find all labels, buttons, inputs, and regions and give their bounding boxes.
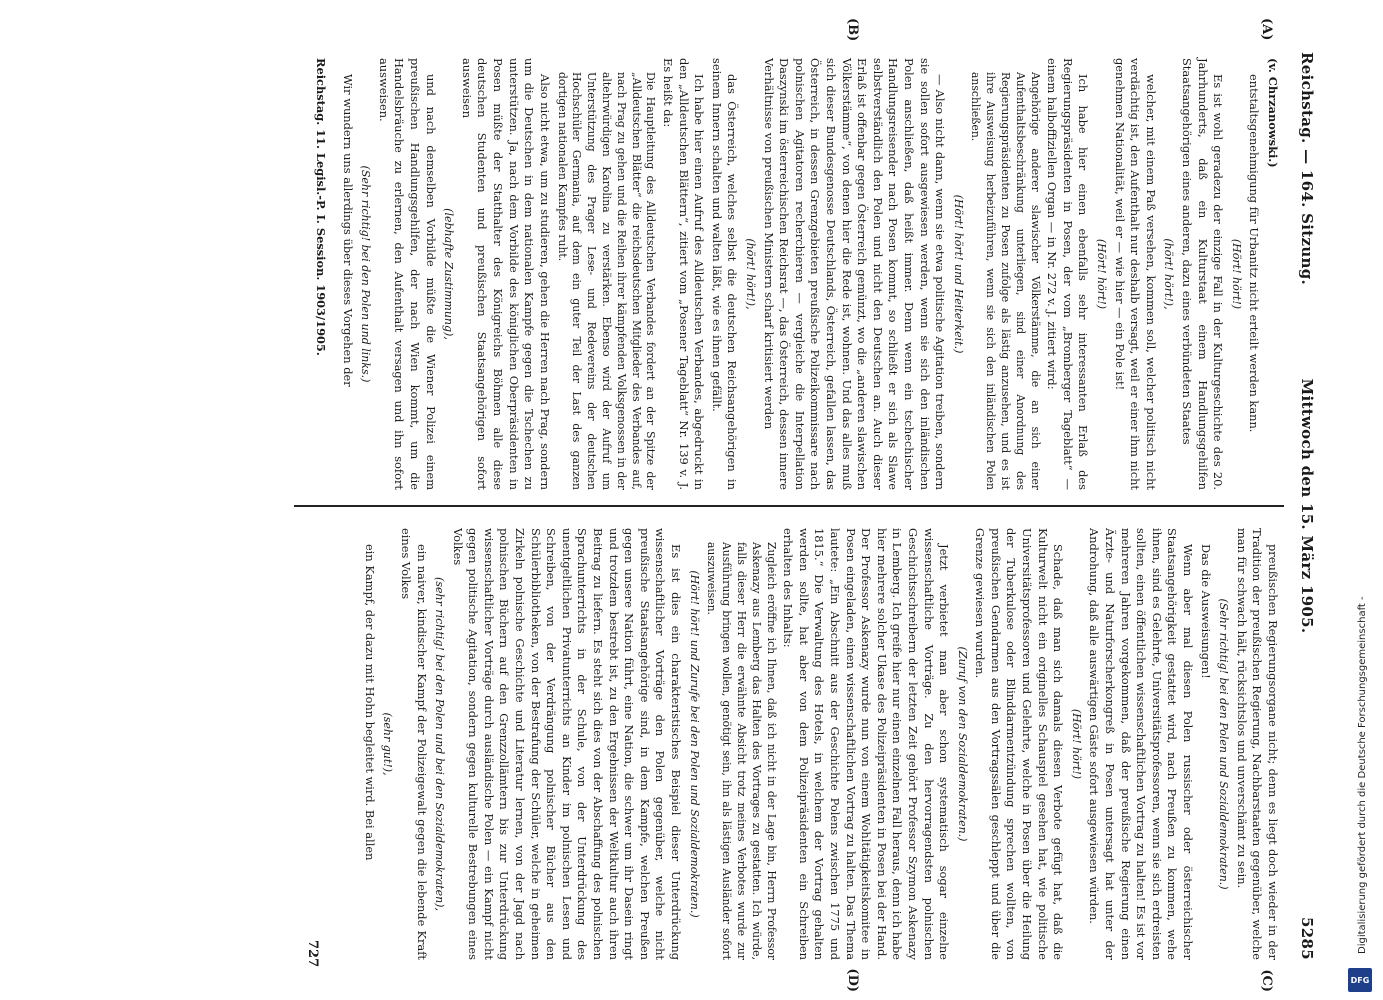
interjection: (Hört! hört!) (1069, 708, 1083, 780)
page-header (1292, 52, 1316, 960)
quoted-passage: Zugleich eröffne ich Ihnen, daß ich nicht in der Lage bin, Herrn Professor Askenazy aus Lemberg das Halten des Vortrages zu gestatten. Ich würde, falls dieser Herr die erwähnte Absicht trotz meines Verbotes wurde zur Ausführung bringen wollen, genötigt sein, ihn als lästigen Ausländer sofort auszuweisen. (705, 542, 778, 960)
interjection: (Hört! hört!) (1095, 238, 1109, 310)
paragraph: Das die Ausweisungen! (1198, 544, 1213, 679)
paragraph: Schade, daß man sich damals diesen Verbote gefügt hat, daß die Kulturwelt nicht ein originelles Schauspiel gesehen hat, wie politische Universitätsprofessoren und Gelehrte, welche in Posen über die Heilung der Tuberkulose oder Blinddarmentzündung sprechen wollten, von preußischen Gendarmen aus den Vortragssälen geschleppt und über die Grenze gewiesen wurden. (973, 528, 1066, 960)
paragraph: Wir wundern uns allerdings über dieses Vorgehen der (340, 74, 355, 387)
column-divider (294, 505, 1284, 507)
left-column (337, 58, 1280, 490)
speaker-label: (v. Chrzanowski.) (1266, 58, 1280, 168)
header-page-number: 5285 (1298, 917, 1316, 960)
interjection: (lebhafte Zustimmung), (442, 208, 456, 340)
dfg-logo-icon: DFG (1348, 968, 1372, 992)
interjection: (Zuruf von den Sozialdemokraten.) (955, 646, 969, 842)
paragraph: welcher, mit einem Paß versehen, kommen soll, welcher politisch nicht verdächtig ist, den Aufenthalt nur deshalb versagt, weil er einer ihm nicht genehmen Nationalität, weil er — wie hier — ein Pole ist! (1112, 58, 1158, 490)
interjection: (sehr richtig! bei den Polen und bei den Sozialdemokraten), (433, 577, 447, 911)
interjection: (Hört! hört! und Zurufe bei den Polen und Sozialdemokraten.) (687, 570, 701, 918)
paragraph: Es ist dies ein charakteristisches Beispiel dieser Unterdrückung wissenschaftlicher Vorträge den Polen gegenüber, welche nicht preußische Staatsangehörige sind, in dem Kampfe, welchen Preußen gegen unsere Nation führt, eine Nation, die schwer um ihr Dasein ringt und trotzdem bestrebt ist, zu den Ergebnissen der Weltkultur auch ihren Beitrag zu liefern. Es steht sich dies von der Abschaffung des polnischen Sprachunterrichts in der Schule, von der Unterdrückung des unentgeltlichen Privatunterrichts an Kinder im polnischen Lesen und Schreiben, von der Verdrängung polnischer Bücher aus den Schülerbibliotheken, von der Bestrafung der Schüler, welche in geheimen Zirkeln polnische Geschichte und Literatur lernen, von der Jagd nach polnischen Büchern auf den Grenzzollämtern bis zur Unterdrückung wissenschaftlicher Vorträge durch ausländische Polen — ein Kampf nicht gegen politische Agitation, sondern gegen kulturelle Bestrebungen eines Volkes (450, 528, 684, 960)
margin-marker-b: (B) (845, 18, 860, 42)
header-center: Mittwoch den 15. März 1905. (1298, 378, 1316, 634)
paragraph: ein naiver, kindischer Kampf der Polizeigewalt gegen die lebende Kraft eines Volkes (398, 528, 429, 960)
interjection: (Hört! hört! und Heiterkeit.) (951, 194, 965, 354)
interjection: (hört! hört!), (743, 238, 757, 310)
header-left: Reichstag. — 164. Sitzung. (1298, 52, 1316, 286)
paragraph: Ich habe hier einen Aufruf des Alldeutschen Verbandes, abgedruckt in den „Alldeutschen Blättern“, zitiert vom „Posener Tageblatt“ Nr. 139 v. J. Es heißt da: (661, 58, 707, 490)
interjection: (Sehr richtig! bei den Polen und links.) (359, 165, 373, 383)
left-column-body (339, 58, 1261, 490)
margin-marker-d: (D) (845, 968, 860, 992)
interjection: (Sehr richtig! bei den Polen und Sozialdemokraten.) (1217, 598, 1231, 890)
page-footer: Reichstag. 11. Legisl.-P. I. Session. 1903/1905. (314, 58, 328, 356)
interjection: (sehr gut!), (381, 712, 395, 776)
quoted-passage: Die Hauptleitung des Alldeutschen Verbandes fordert an der Spitze der „Alldeutschen Blätter“ die reichsdeutschen Mitglieder des Verbandes auf, nach Prag zu gehen und die Reihen ihrer kämpfenden Volksgenossen in der altehrwürdigen Karolina zu verstärken. Ebenso wird der Aufruf um Unterstützung des Prager Lese- und Redevereins der deutschen Hochschüler Germania, auf dem ein guter Teil der Last des ganzen dortigen nationalen Kampfes ruht. (555, 72, 658, 490)
right-column-body (361, 528, 1280, 960)
quoted-passage: Angehörige anderer slawischer Völkerstämme, die an sich einer Aufenthaltsbeschränkung unterliegen, sind einer Anordnung des Regierungspräsidenten zu Posen zufolge als lästig anzusehen, und es ist ihre Ausweisung herbeizuführen, wenn sie sich den inländischen Polen anschließen. (969, 72, 1042, 490)
paragraph: Es ist wohl geradezu der einzige Fall in der Kulturgeschichte des 20. Jahrhunderts, daß ein Kulturstaat einem Handlungsgehilfen Staatsangehörigen eines anderen, dazu eines verbündeten Staates (1180, 58, 1226, 490)
paragraph: entstaltsgenehmigung für Urbanitz nicht erteilt werden kann. (1247, 74, 1262, 433)
paragraph: ein Kampf, der dazu mit Hohn begleitet wird. Bei allen (362, 544, 377, 861)
margin-marker-c: (C) (1259, 969, 1274, 992)
paragraph: Ich habe hier einen ebenfalls sehr interessanten Erlaß des Regierungspräsidenten in Posen, der vom „Bromberger Tageblatt“ — einem halboffiziellen Organ — in Nr. 272 v. J. zitiert wird: (1045, 58, 1091, 490)
margin-marker-a: (A) (1259, 18, 1274, 41)
paragraph: Also nicht etwa, um zu studieren, gehen die Herren nach Prag, sondern um die Deutschen in dem nationalen Kampfe gegen die Tschechen zu unterstützen. Ja, nach dem Vorbilde des königlichen Oberpräsidenten in Posen müßte der Statthalter des Königreichs Böhmen alle diese deutschen Studenten und preußischen Staatsangehörigen sofort ausweisen (459, 58, 552, 490)
paragraph: und nach demselben Vorbilde müßte die Wiener Polizei einem preußischen Handlungsgehilfen, der nach Wien kommt, um die Handelsbräuche zu erlernen, den Aufenthalt versagen und ihn sofort ausweisen. (376, 58, 438, 490)
right-column (359, 528, 1280, 960)
paragraph: preußischen Regierungsorgane nicht; denn es liegt doch wieder in der Tradition der preußischen Regierung, Nachbarstaaten gegenüber, welche man für schwach hält, rücksichtslos und unverschämt zu sein. (1234, 528, 1280, 960)
paragraph: Wenn aber mal diesen Polen russischer oder österreichischer Staatsangehörigkeit gestattet wird, nach Preußen zu kommen, wehe ihnen, sind es Gelehrte, Universitätsprofessoren, wenn sie sich erdreisten sollten, einen öffentlichen wissenschaftlichen Vortrag zu halten! Es ist vor mehreren Jahren vorgekommen, daß der preußische Regierung einen Ärzte- und Naturforscherkongreß in Posen untersagt hat unter der Androhung, daß alle auswärtigen Gäste sofort ausgewiesen würden. (1087, 528, 1196, 960)
paragraph: das Österreich, welches selbst die deutschen Reichsangehörigen in seinem Innern schalten und walten läßt, wie es ihnen gefällt. (709, 58, 740, 490)
digitization-notice: Digitalisierung gefördert durch die Deutsche Forschungsgemeinschaft - (1357, 596, 1368, 954)
interjection: (Hört! hört!) (1229, 238, 1243, 310)
paragraph: — Also nicht dann, wenn sie etwa politische Agitation treiben, sondern sie sollen sofort ausgewiesen werden, wenn sie sich den inländischen Polen anschließen, daß heißt immer. Denn wenn ein tschechischer Handlungsreisender nach Posen kommt, so schließt er sich als Slawe selbstverständlich den Polen und nicht den Deutschen an. Auch dieser Erlaß ist offenbar gegen Österreich gemünzt, wo die „anderen slawischen Völkerstämme“, von denen hier die Rede ist, wohnen. Und das alles muß sich dieser Bundesgenosse Deutschlands, Österreich, gefallen lassen, das Österreich, in dessen Grenzgebieten preußische Polizeikommissare nach polnischen Agitatoren recherchieren — vergleiche die Interpellation Daszynski im österreichischen Reichsrat —, das Österreich, dessen innere Verhältnisse von preußischen Ministern scharf kritisiert werden (761, 58, 948, 490)
paragraph: Jetzt verbietet man aber schon systematisch sogar einzelne wissenschaftliche Vorträge. Zu den hervorragendsten polnischen Geschichtsschreibern der letzten Zeit gehört Professor Szymon Askenazy in Lemberg. Ich greife hier nur einen einzelnen Fall heraus, denn ich habe hier mehrere solcher Ukase des Polizeipräsidenten in Posen bei der Hand. Der Professor Askenazy wurde nun von einem Wohltätigkeitskomitee in Posen eingeladen, einen wissenschaftlichen Vortrag zu halten. Das Thema lautete: „Ein Abschnitt aus der Geschichte Polens zwischen 1775 und 1815.“ Die Verwaltung des Hotels, in welchem der Vortrag gehalten werden sollte, hat aber von dem Polizeipräsidenten ein Schreiben erhalten des Inhalts: (781, 528, 952, 960)
interjection: (hört! hört!), (1162, 238, 1176, 310)
folio-number: 727 (305, 940, 320, 968)
digitization-strip (1342, 0, 1378, 1000)
